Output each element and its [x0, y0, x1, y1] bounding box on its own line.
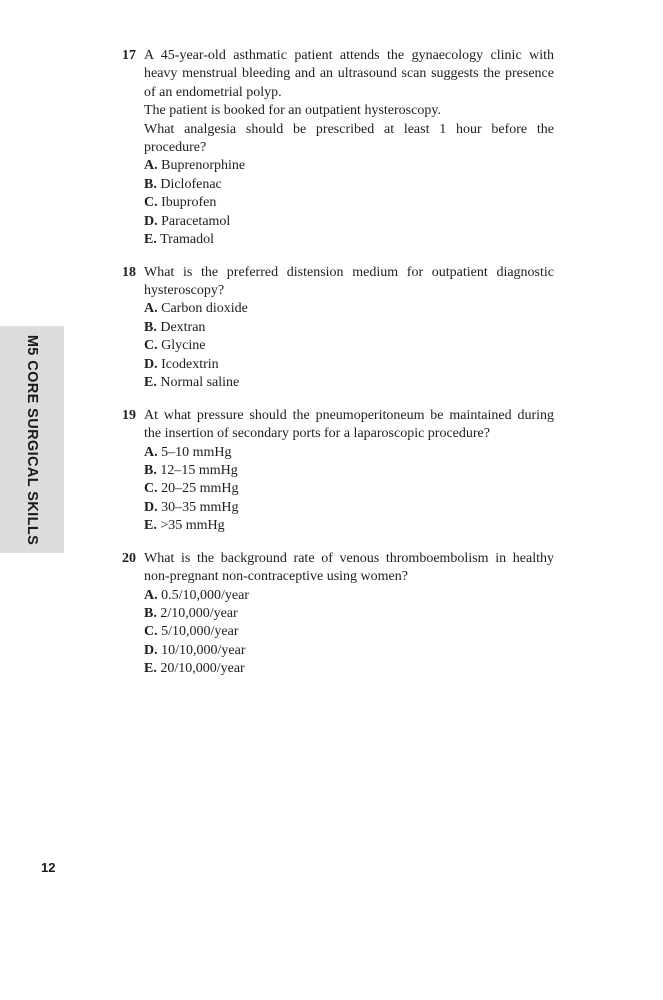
question-paragraph: What is the preferred distension medium for outpatient diagnostic hysteroscopy?: [144, 264, 554, 299]
option-text: Buprenorphine: [161, 158, 246, 174]
answer-option-a: [144, 587, 554, 605]
option-text: Dextran: [160, 319, 206, 335]
answer-option-a: [144, 157, 554, 175]
question-stem: [144, 407, 554, 444]
question-18: [122, 264, 554, 393]
option-letter: C.: [144, 195, 158, 211]
option-letter: C.: [144, 481, 158, 497]
question-19: [122, 407, 554, 536]
option-letter: E.: [144, 518, 157, 534]
option-text: Normal saline: [160, 375, 240, 391]
question-stem: [144, 264, 554, 301]
answer-option-c: [144, 194, 554, 212]
option-letter: A.: [144, 158, 158, 174]
option-letter: D.: [144, 356, 158, 372]
question-number: 17: [122, 48, 136, 63]
option-text: Paracetamol: [161, 213, 231, 229]
option-text: 12–15 mmHg: [160, 462, 238, 478]
option-letter: A.: [144, 301, 158, 317]
answer-option-d: [144, 642, 554, 660]
answer-option-b: [144, 176, 554, 194]
option-text: 20–25 mmHg: [161, 481, 239, 497]
question-17: [122, 47, 554, 249]
answer-option-d: [144, 499, 554, 517]
option-letter: E.: [144, 375, 157, 391]
question-number: 20: [122, 550, 136, 566]
option-text: 0.5/10,000/year: [161, 587, 249, 603]
option-letter: A.: [144, 444, 158, 460]
section-side-tab-label: M5 CORE SURGICAL SKILLS: [24, 334, 40, 546]
answer-option-b: [144, 605, 554, 623]
option-letter: B.: [144, 319, 157, 335]
option-text: 10/10,000/year: [161, 642, 246, 658]
answer-options: [144, 157, 554, 249]
option-letter: B.: [144, 605, 157, 621]
option-letter: A.: [144, 587, 158, 603]
option-text: 30–35 mmHg: [161, 499, 239, 515]
option-text: Tramadol: [160, 232, 215, 248]
answer-options: [144, 444, 554, 536]
question-number: 19: [122, 407, 136, 423]
question-paragraph: What is the background rate of venous thromboembolism in healthy non-pregnant non-contraceptive using women?: [144, 550, 554, 585]
option-text: >35 mmHg: [160, 518, 225, 534]
option-text: Glycine: [161, 338, 206, 354]
option-letter: D.: [144, 642, 158, 658]
question-list: [122, 47, 554, 693]
answer-option-a: [144, 444, 554, 462]
answer-option-a: [144, 300, 554, 318]
option-text: 2/10,000/year: [160, 605, 238, 621]
question-stem: [144, 550, 554, 587]
answer-option-b: [144, 462, 554, 480]
page-number: 12: [41, 860, 56, 875]
option-letter: D.: [144, 499, 158, 515]
option-text: 20/10,000/year: [160, 661, 245, 677]
answer-option-d: [144, 213, 554, 231]
answer-options: [144, 587, 554, 679]
answer-option-c: [144, 480, 554, 498]
answer-option-e: [144, 660, 554, 678]
option-letter: D.: [144, 213, 158, 229]
question-paragraph: What analgesia should be prescribed at least 1 hour before the procedure?: [144, 121, 554, 156]
answer-options: [144, 300, 554, 392]
question-paragraph: The patient is booked for an outpatient hysteroscopy.: [144, 103, 441, 119]
answer-option-c: [144, 623, 554, 641]
answer-option-e: [144, 231, 554, 249]
option-text: Ibuprofen: [161, 195, 217, 211]
option-letter: C.: [144, 624, 158, 640]
answer-option-d: [144, 356, 554, 374]
question-paragraph: At what pressure should the pneumoperitoneum be maintained during the insertion of secondary ports for a laparoscopic procedure?: [144, 407, 554, 442]
option-text: 5/10,000/year: [161, 624, 239, 640]
answer-option-b: [144, 319, 554, 337]
option-text: 5–10 mmHg: [161, 444, 232, 460]
option-text: Icodextrin: [161, 356, 219, 372]
option-letter: B.: [144, 462, 157, 478]
answer-option-e: [144, 374, 554, 392]
question-20: [122, 550, 554, 679]
question-stem: [144, 47, 554, 157]
option-letter: B.: [144, 176, 157, 192]
answer-option-c: [144, 337, 554, 355]
question-paragraph: A 45-year-old asthmatic patient attends the gynaecology clinic with heavy menstrual bleeding and an ultrasound scan suggests the presence of an endometrial polyp.: [144, 48, 554, 100]
option-letter: E.: [144, 232, 157, 248]
option-text: Diclofenac: [160, 176, 222, 192]
option-text: Carbon dioxide: [161, 301, 248, 317]
answer-option-e: [144, 517, 554, 535]
option-letter: E.: [144, 661, 157, 677]
option-letter: C.: [144, 338, 158, 354]
question-number: 18: [122, 264, 136, 280]
